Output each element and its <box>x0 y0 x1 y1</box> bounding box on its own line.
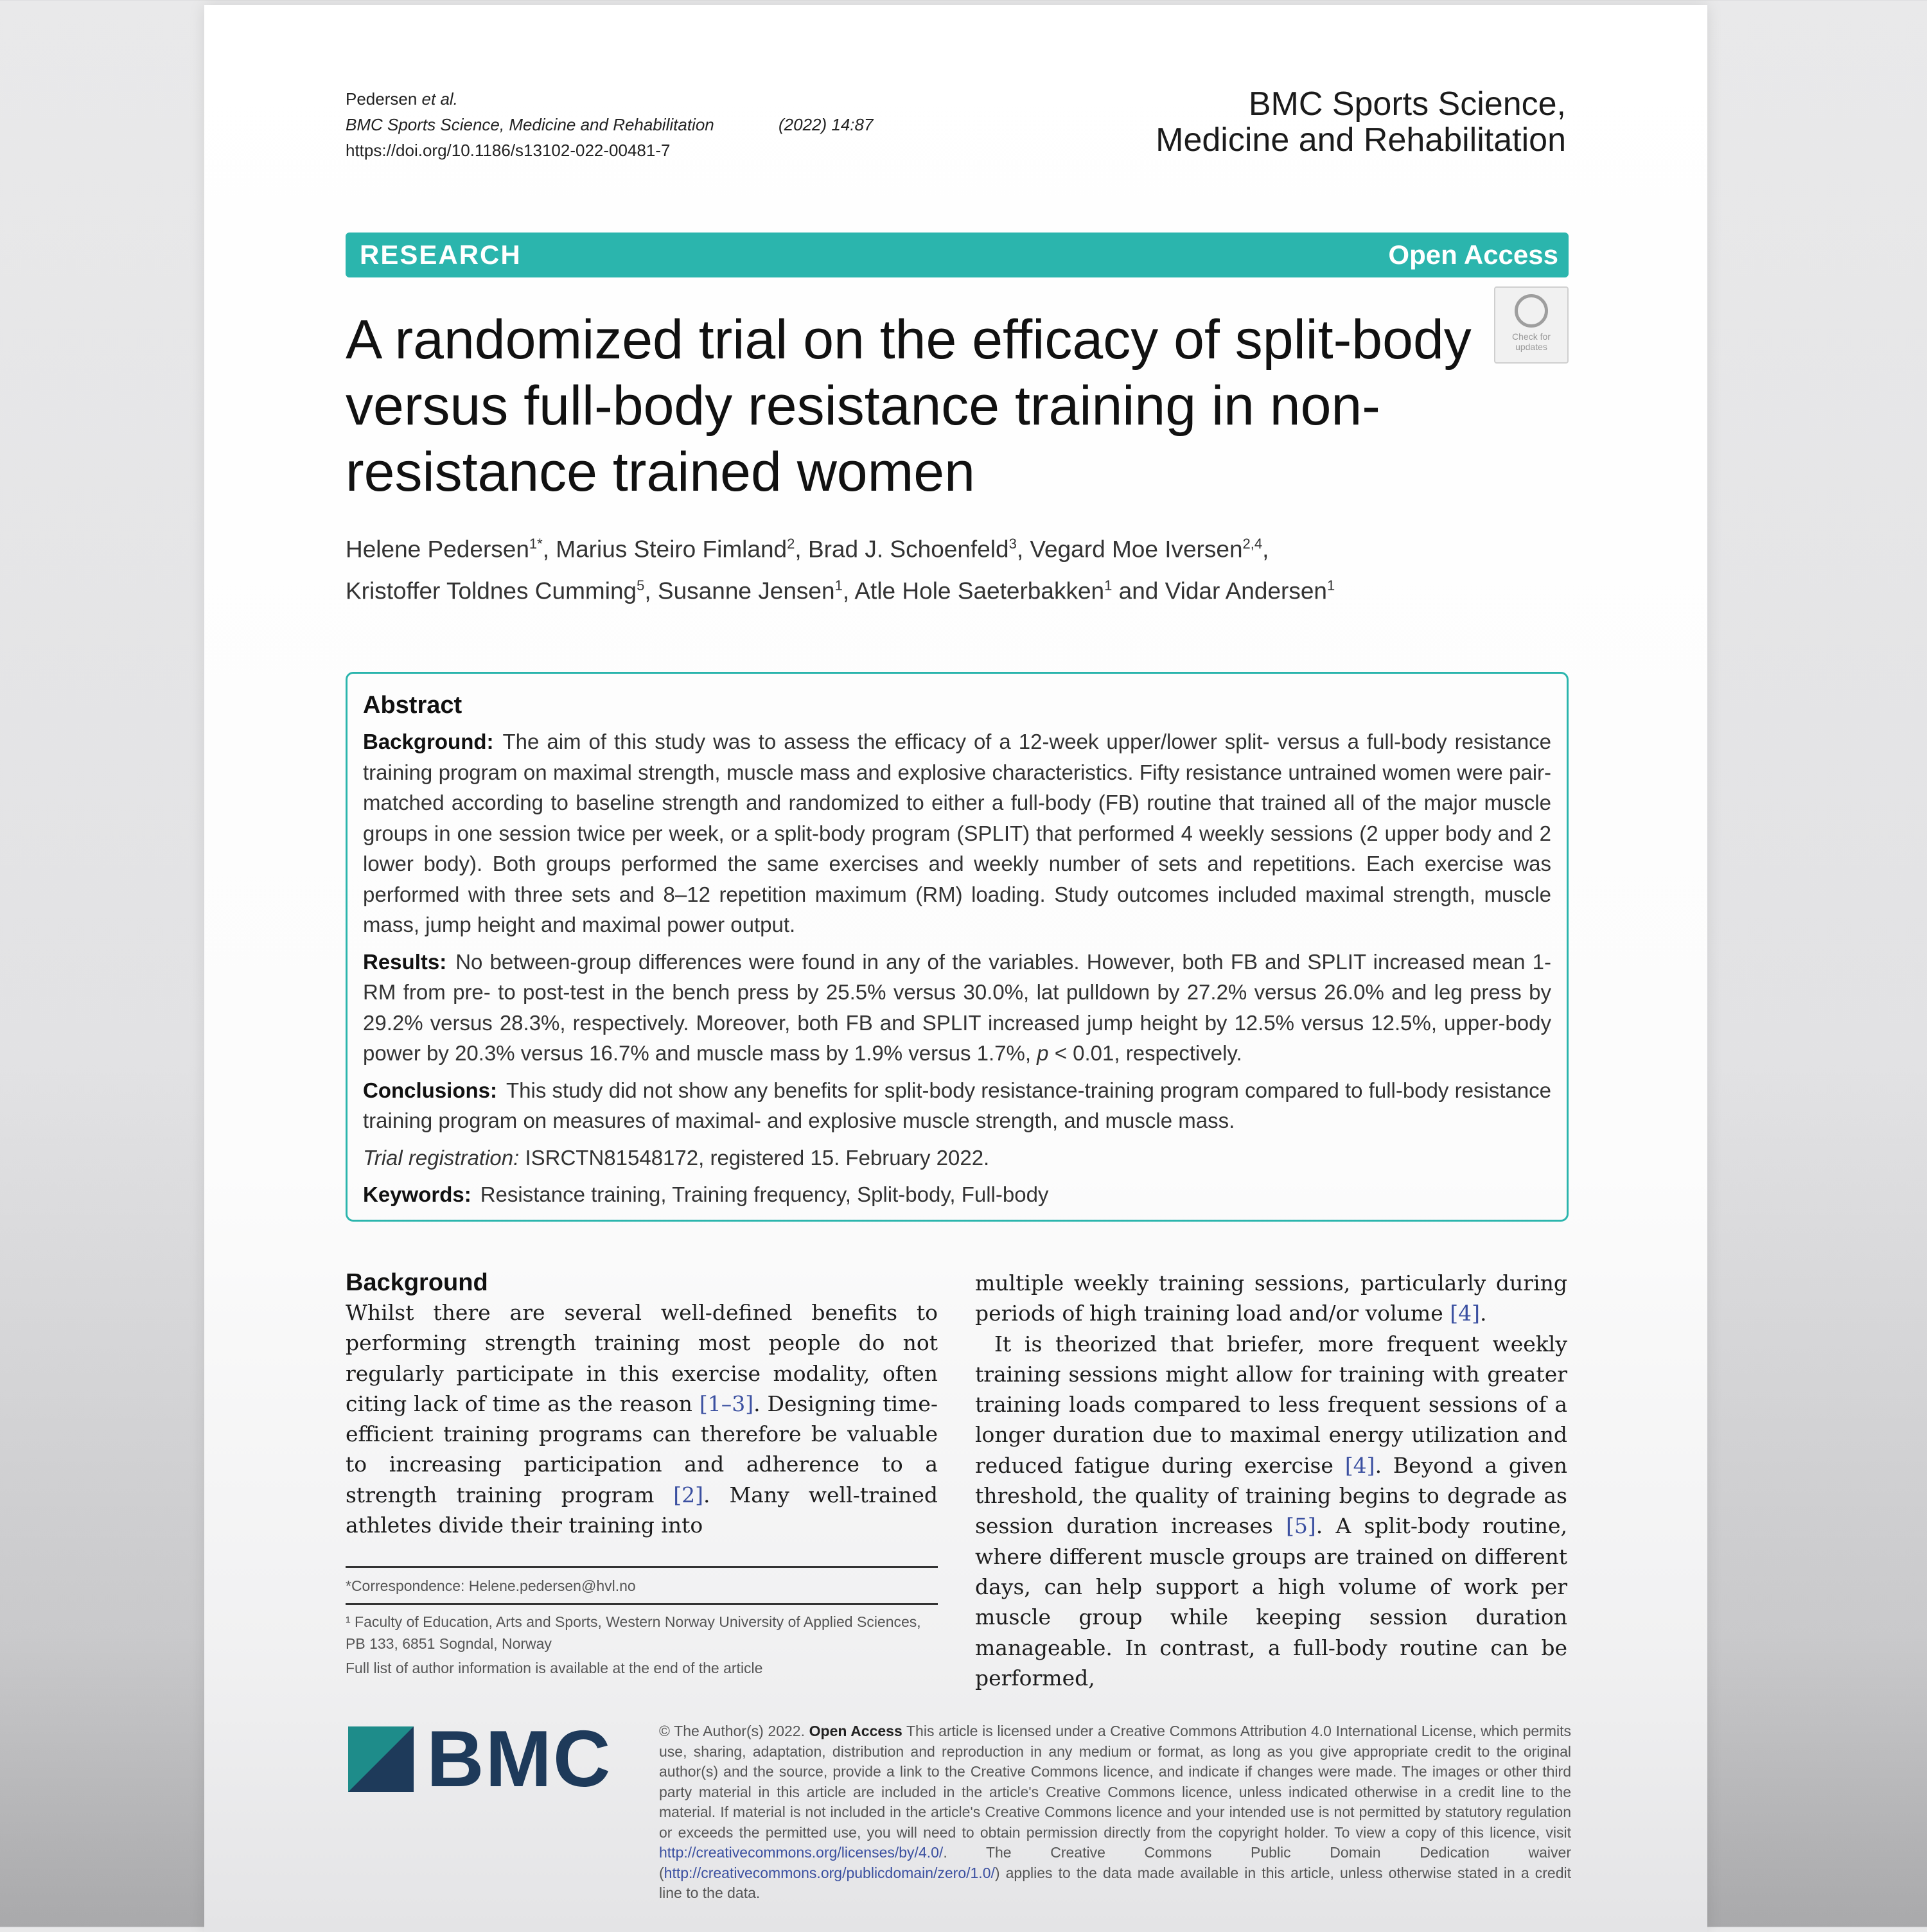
author-short: Pedersen et al. <box>346 89 458 109</box>
author-list <box>346 525 1566 610</box>
footnote-divider <box>346 1566 938 1568</box>
author-affiliation-marker: 2 <box>787 536 795 552</box>
author-name: Vegard Moe Iversen <box>1030 536 1243 563</box>
doi-link[interactable]: https://doi.org/10.1186/s13102-022-00481-7 <box>346 141 671 160</box>
author-separator: , <box>1262 536 1269 563</box>
affiliation-note: ¹ Faculty of Education, Arts and Sports, Western Norway University of Applied Sciences, PB 133, 6851 Sogndal, Norway <box>346 1613 921 1652</box>
public-domain-link[interactable]: http://creativecommons.org/publicdomain/zero/1.0/ <box>664 1864 995 1881</box>
author-separator: , <box>644 577 658 604</box>
author-affiliation-marker: 3 <box>1008 536 1017 552</box>
body-paragraph: multiple weekly training sessions, particularly during periods of high training load and/or volume [4]. <box>975 1270 1567 1326</box>
author-separator: , <box>795 536 808 563</box>
abstract-results: Results: No between-group differences were found in any of the variables. However, both FB and SPLIT increased mean 1-RM from pre- to post-test in the bench press by 25.5% versus 30.0%, lat pulldown by 27.2% versus 26.0% and leg press by 29.2% versus 28.3%, respectively. Moreover, both FB and SPLIT increased jump height by 12.5% versus 12.5%, upper-body power by 20.3% versus 16.7% and muscle mass by 1.9% versus 1.7%, p < 0.01, respectively. <box>363 949 1551 1065</box>
author-affiliation-marker: 1 <box>1104 577 1113 594</box>
abstract-box <box>346 672 1569 1222</box>
body-column-left <box>346 1268 938 1540</box>
author-name: Vidar Andersen <box>1165 577 1328 604</box>
author-affiliation-marker: 5 <box>637 577 645 594</box>
citation-link[interactable]: [2] <box>673 1482 704 1507</box>
trial-registration: Trial registration: ISRCTN81548172, registered 15. February 2022. <box>363 1145 990 1170</box>
year-volume: (2022) 14:87 <box>779 115 874 134</box>
open-access-label: Open Access <box>1388 240 1558 270</box>
author-affiliation-marker: 1* <box>529 536 543 552</box>
body-paragraph: Whilst there are several well-defined benefits to performing strength training most people do not regularly participate in this exercise modality, often citing lack of time as the reason [1–3]. Designing time-efficient training programs can therefore be valuable to increasing participation and adherence to a strength training program [2]. Many well-trained athletes divide their training into <box>346 1300 938 1538</box>
author-affiliation-marker: 2,4 <box>1242 536 1263 552</box>
abstract-background: Background: The aim of this study was to assess the efficacy of a 12-week upper/lower split- versus a full-body resistance training program on maximal strength, muscle mass and explosive characteristics. Fifty resistance untrained women were pair-matched according to baseline strength and randomized to either a full-body (FB) routine that trained all of the major muscle groups in one session twice per week, or a split-body program (SPLIT) that performed 4 weekly sessions (2 upper body and 2 lower body). Both groups performed the same exercises and weekly number of sets and repetitions. Each exercise was performed with three sets and 8–12 repetition maximum (RM) loading. Study outcomes included maximal strength, muscle mass, jump height and maximal power output. <box>363 730 1551 936</box>
bmc-logo <box>348 1715 618 1804</box>
license-link[interactable]: http://creativecommons.org/licenses/by/4.0/ <box>659 1844 944 1861</box>
author-info-note: Full list of author information is available at the end of the article <box>346 1660 763 1676</box>
author-name: Marius Steiro Fimland <box>556 536 788 563</box>
correspondence-note: *Correspondence: Helene.pedersen@hvl.no <box>346 1577 636 1594</box>
article-type: RESEARCH <box>360 240 522 270</box>
citation-link[interactable]: [4] <box>1450 1301 1480 1326</box>
article-type-banner <box>346 233 1569 277</box>
author-separator: and <box>1112 577 1165 604</box>
author-separator: , <box>1016 536 1030 563</box>
citation-link[interactable]: [5] <box>1286 1513 1316 1539</box>
author-separator: , <box>842 577 855 604</box>
author-affiliation-marker: 1 <box>1327 577 1335 594</box>
article-title: A randomized trial on the efficacy of split-body versus full-body resistance training in non-resistance trained women <box>346 309 1472 503</box>
author-separator: , <box>542 536 556 563</box>
license-statement: © The Author(s) 2022. Open Access This article is licensed under a Creative Commons Attribution 4.0 International License, which permits use, sharing, adaptation, distribution and reproduction in any medium or format, as long as you give appropriate credit to the original author(s) and the source, provide a link to the Creative Commons licence, and indicate if changes were made. The images or other third party material in this article are included in the article's Creative Commons licence, unless indicated otherwise in a credit line to the material. If material is not included in the article's Creative Commons licence and your intended use is not permitted by statutory regulation or exceeds the permitted use, you will need to obtain permission directly from the copyright holder. To view a copy of this licence, visit http://creativecommons.org/licenses/by/4.0/. The Creative Commons Public Domain Dedication waiver (http://creativecommons.org/publicdomain/zero/1.0/) applies to the data made available in this article, unless otherwise stated in a credit line to the data. <box>659 1723 1571 1901</box>
citation-link[interactable]: [4] <box>1344 1452 1375 1478</box>
body-column-right <box>975 1268 1567 1693</box>
paper-page <box>204 5 1707 1932</box>
abstract-heading: Abstract <box>363 692 462 719</box>
bmc-logo-mark <box>348 1726 414 1792</box>
footnote-divider <box>346 1603 938 1605</box>
author-name: Atle Hole Saeterbakken <box>854 577 1105 604</box>
author-name: Susanne Jensen <box>657 577 835 604</box>
bmc-logo-text: BMC <box>427 1715 612 1804</box>
body-paragraph: It is theorized that briefer, more frequent weekly training sessions might allow for training with greater training loads compared to less frequent sessions of a longer duration due to maximal energy utilization and reduced fatigue during exercise [4]. Beyond a given threshold, the quality of training begins to degrade as session duration increases [5]. A split-body routine, where different muscle groups are trained on different days, can help support a high volume of work per muscle group while keeping session duration manageable. In contrast, a full-body routine can be performed, <box>975 1331 1568 1690</box>
citation-link[interactable]: [1–3] <box>699 1391 754 1416</box>
keywords: Keywords: Resistance training, Training frequency, Split-body, Full-body <box>363 1182 1049 1206</box>
section-heading: Background <box>346 1269 488 1296</box>
author-name: Brad J. Schoenfeld <box>807 536 1009 563</box>
check-for-updates-badge[interactable]: Check for updates <box>1494 286 1569 364</box>
abstract-conclusions: Conclusions: This study did not show any benefits for split-body resistance-training program compared to full-body resistance training program on measures of maximal- and explosive muscle strength, and muscle mass. <box>363 1078 1551 1132</box>
journal-name: BMC Sports Science, Medicine and Rehabilitation <box>1156 85 1566 159</box>
journal-line: BMC Sports Science, Medicine and Rehabilitation <box>346 115 714 134</box>
author-name: Helene Pedersen <box>346 536 529 563</box>
citation-header <box>346 86 874 163</box>
author-affiliation-marker: 1 <box>834 577 843 594</box>
author-name: Kristoffer Toldnes Cumming <box>346 577 637 604</box>
